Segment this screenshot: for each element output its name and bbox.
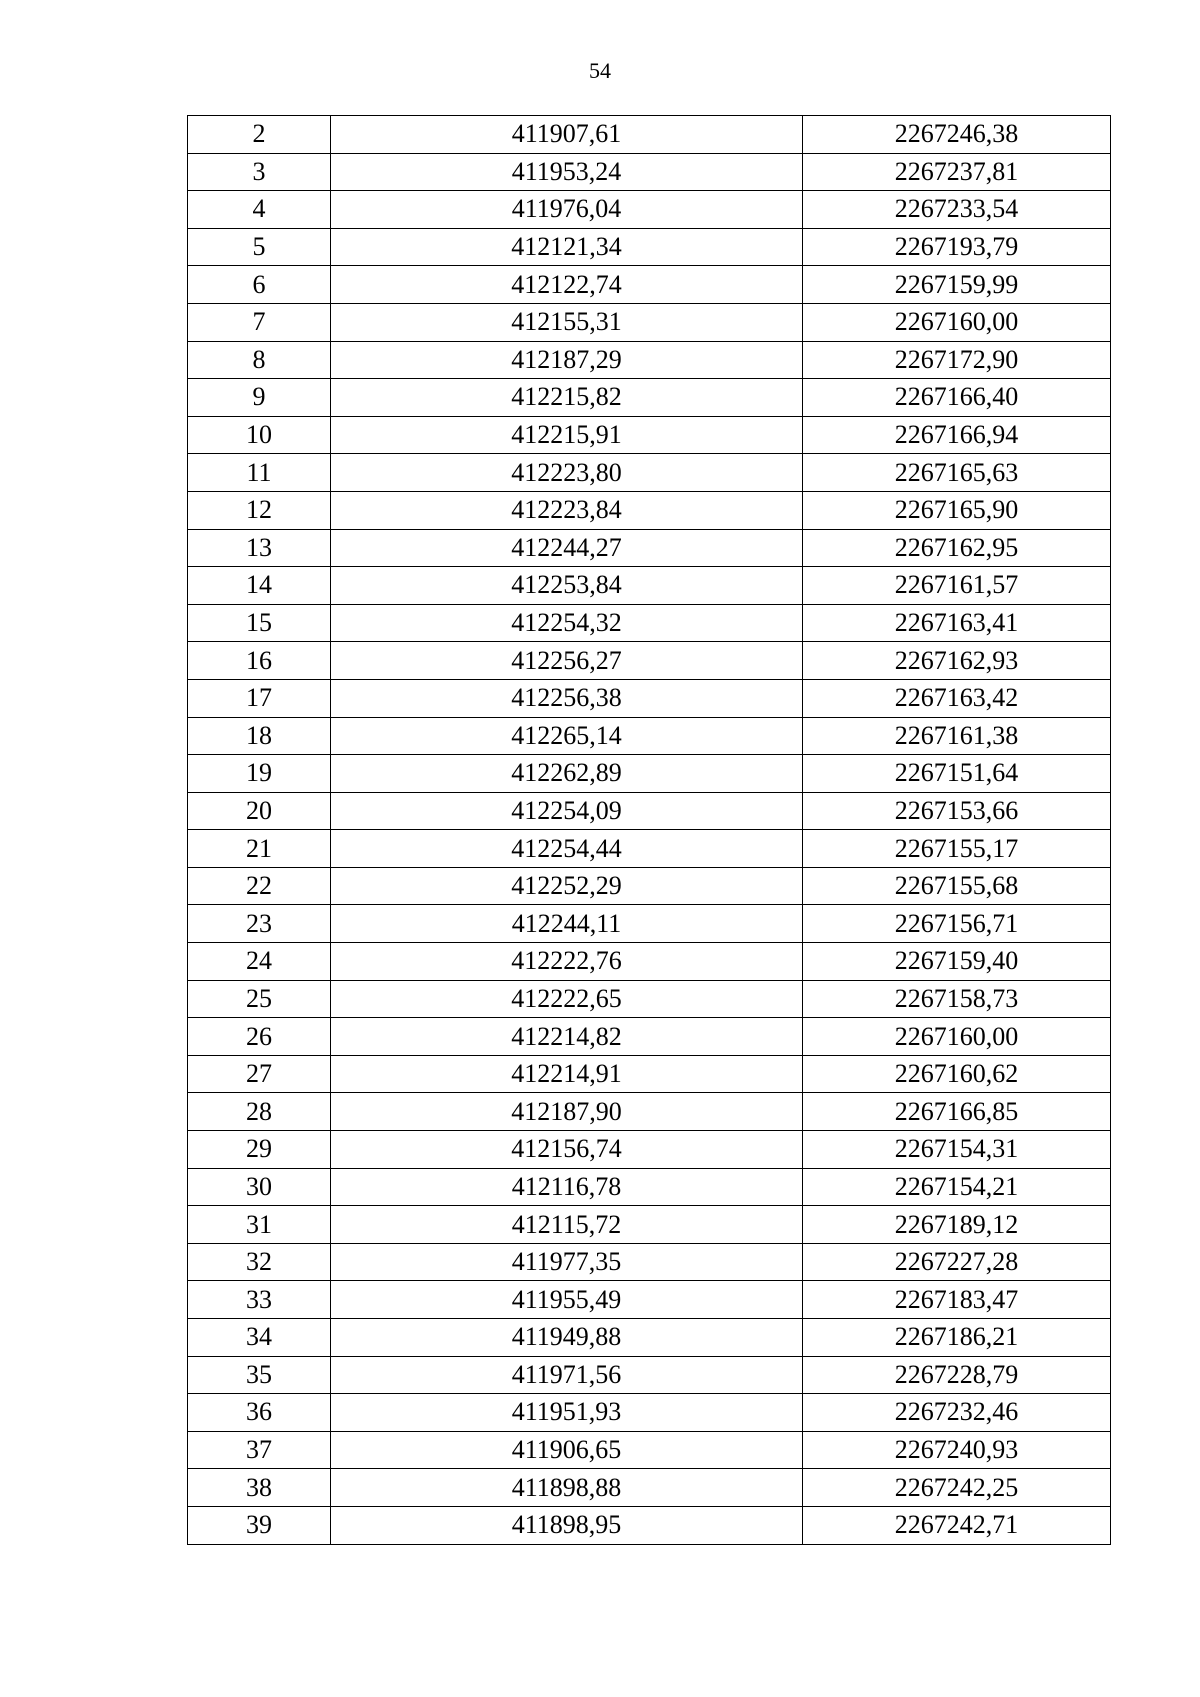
x-coordinate-cell: 412215,82: [331, 379, 803, 417]
x-coordinate-cell: 412256,38: [331, 679, 803, 717]
point-number-cell: 31: [188, 1206, 331, 1244]
x-coordinate-cell: 412254,32: [331, 604, 803, 642]
x-coordinate-cell: 412252,29: [331, 867, 803, 905]
y-coordinate-cell: 2267186,21: [803, 1319, 1111, 1357]
y-coordinate-cell: 2267160,00: [803, 1018, 1111, 1056]
point-number-cell: 8: [188, 341, 331, 379]
y-coordinate-cell: 2267189,12: [803, 1206, 1111, 1244]
x-coordinate-cell: 412115,72: [331, 1206, 803, 1244]
point-number-cell: 26: [188, 1018, 331, 1056]
table-row: [188, 980, 1111, 1018]
y-coordinate-cell: 2267159,99: [803, 266, 1111, 304]
x-coordinate-cell: 411906,65: [331, 1431, 803, 1469]
x-coordinate-cell: 412155,31: [331, 303, 803, 341]
point-number-cell: 9: [188, 379, 331, 417]
table-row: [188, 943, 1111, 981]
table-row: [188, 567, 1111, 605]
point-number-cell: 21: [188, 830, 331, 868]
y-coordinate-cell: 2267163,41: [803, 604, 1111, 642]
table-row: [188, 529, 1111, 567]
point-number-cell: 15: [188, 604, 331, 642]
table-row: [188, 266, 1111, 304]
x-coordinate-cell: 412253,84: [331, 567, 803, 605]
point-number-cell: 13: [188, 529, 331, 567]
y-coordinate-cell: 2267162,93: [803, 642, 1111, 680]
point-number-cell: 4: [188, 191, 331, 229]
x-coordinate-cell: 412222,76: [331, 943, 803, 981]
y-coordinate-cell: 2267155,68: [803, 867, 1111, 905]
x-coordinate-cell: 412265,14: [331, 717, 803, 755]
point-number-cell: 12: [188, 491, 331, 529]
x-coordinate-cell: 411977,35: [331, 1243, 803, 1281]
x-coordinate-cell: 412262,89: [331, 755, 803, 793]
y-coordinate-cell: 2267158,73: [803, 980, 1111, 1018]
y-coordinate-cell: 2267228,79: [803, 1356, 1111, 1394]
point-number-cell: 34: [188, 1319, 331, 1357]
table-row: [188, 1356, 1111, 1394]
table-row: [188, 379, 1111, 417]
x-coordinate-cell: 412122,74: [331, 266, 803, 304]
y-coordinate-cell: 2267159,40: [803, 943, 1111, 981]
table-row: [188, 755, 1111, 793]
point-number-cell: 37: [188, 1431, 331, 1469]
y-coordinate-cell: 2267246,38: [803, 116, 1111, 154]
y-coordinate-cell: 2267162,95: [803, 529, 1111, 567]
y-coordinate-cell: 2267165,63: [803, 454, 1111, 492]
point-number-cell: 23: [188, 905, 331, 943]
point-number-cell: 6: [188, 266, 331, 304]
table-row: [188, 1168, 1111, 1206]
table-row: [188, 454, 1111, 492]
table-row: [188, 642, 1111, 680]
point-number-cell: 19: [188, 755, 331, 793]
y-coordinate-cell: 2267240,93: [803, 1431, 1111, 1469]
table-row: [188, 604, 1111, 642]
point-number-cell: 30: [188, 1168, 331, 1206]
y-coordinate-cell: 2267183,47: [803, 1281, 1111, 1319]
table-row: [188, 303, 1111, 341]
point-number-cell: 17: [188, 679, 331, 717]
x-coordinate-cell: 412254,09: [331, 792, 803, 830]
table-row: [188, 867, 1111, 905]
table-row: [188, 1206, 1111, 1244]
y-coordinate-cell: 2267232,46: [803, 1394, 1111, 1432]
point-number-cell: 16: [188, 642, 331, 680]
point-number-cell: 38: [188, 1469, 331, 1507]
y-coordinate-cell: 2267172,90: [803, 341, 1111, 379]
point-number-cell: 32: [188, 1243, 331, 1281]
x-coordinate-cell: 412256,27: [331, 642, 803, 680]
point-number-cell: 20: [188, 792, 331, 830]
y-coordinate-cell: 2267166,94: [803, 416, 1111, 454]
point-number-cell: 11: [188, 454, 331, 492]
point-number-cell: 14: [188, 567, 331, 605]
x-coordinate-cell: 411949,88: [331, 1319, 803, 1357]
y-coordinate-cell: 2267242,25: [803, 1469, 1111, 1507]
table-row: [188, 416, 1111, 454]
x-coordinate-cell: 411971,56: [331, 1356, 803, 1394]
table-row: [188, 792, 1111, 830]
x-coordinate-cell: 411955,49: [331, 1281, 803, 1319]
point-number-cell: 5: [188, 228, 331, 266]
point-number-cell: 10: [188, 416, 331, 454]
point-number-cell: 27: [188, 1055, 331, 1093]
x-coordinate-cell: 411907,61: [331, 116, 803, 154]
x-coordinate-cell: 412156,74: [331, 1131, 803, 1169]
x-coordinate-cell: 412254,44: [331, 830, 803, 868]
y-coordinate-cell: 2267153,66: [803, 792, 1111, 830]
table-row: [188, 1243, 1111, 1281]
point-number-cell: 18: [188, 717, 331, 755]
table-row: [188, 905, 1111, 943]
y-coordinate-cell: 2267161,57: [803, 567, 1111, 605]
table-row: [188, 491, 1111, 529]
table-row: [188, 1394, 1111, 1432]
table-row: [188, 1055, 1111, 1093]
x-coordinate-cell: 412215,91: [331, 416, 803, 454]
x-coordinate-cell: 412244,11: [331, 905, 803, 943]
y-coordinate-cell: 2267154,31: [803, 1131, 1111, 1169]
point-number-cell: 35: [188, 1356, 331, 1394]
point-number-cell: 3: [188, 153, 331, 191]
table-row: [188, 1018, 1111, 1056]
table-row: [188, 153, 1111, 191]
y-coordinate-cell: 2267160,00: [803, 303, 1111, 341]
point-number-cell: 24: [188, 943, 331, 981]
table-row: [188, 341, 1111, 379]
y-coordinate-cell: 2267160,62: [803, 1055, 1111, 1093]
table-row: [188, 679, 1111, 717]
x-coordinate-cell: 411951,93: [331, 1394, 803, 1432]
table-row: [188, 1469, 1111, 1507]
y-coordinate-cell: 2267161,38: [803, 717, 1111, 755]
y-coordinate-cell: 2267151,64: [803, 755, 1111, 793]
y-coordinate-cell: 2267166,40: [803, 379, 1111, 417]
table-row: [188, 1319, 1111, 1357]
x-coordinate-cell: 412214,91: [331, 1055, 803, 1093]
table-row: [188, 717, 1111, 755]
point-number-cell: 25: [188, 980, 331, 1018]
x-coordinate-cell: 412187,29: [331, 341, 803, 379]
point-number-cell: 2: [188, 116, 331, 154]
y-coordinate-cell: 2267193,79: [803, 228, 1111, 266]
point-number-cell: 22: [188, 867, 331, 905]
x-coordinate-cell: 412222,65: [331, 980, 803, 1018]
y-coordinate-cell: 2267166,85: [803, 1093, 1111, 1131]
y-coordinate-cell: 2267163,42: [803, 679, 1111, 717]
point-number-cell: 28: [188, 1093, 331, 1131]
x-coordinate-cell: 411898,88: [331, 1469, 803, 1507]
table-row: [188, 116, 1111, 154]
y-coordinate-cell: 2267227,28: [803, 1243, 1111, 1281]
x-coordinate-cell: 412223,80: [331, 454, 803, 492]
table-row: [188, 1131, 1111, 1169]
y-coordinate-cell: 2267154,21: [803, 1168, 1111, 1206]
x-coordinate-cell: 412214,82: [331, 1018, 803, 1056]
table-row: [188, 1506, 1111, 1544]
point-number-cell: 39: [188, 1506, 331, 1544]
table-row: [188, 1431, 1111, 1469]
x-coordinate-cell: 411953,24: [331, 153, 803, 191]
table-row: [188, 830, 1111, 868]
coordinates-table: [187, 115, 1111, 1545]
point-number-cell: 36: [188, 1394, 331, 1432]
y-coordinate-cell: 2267237,81: [803, 153, 1111, 191]
point-number-cell: 33: [188, 1281, 331, 1319]
point-number-cell: 7: [188, 303, 331, 341]
page-number: 54: [589, 58, 611, 83]
y-coordinate-cell: 2267156,71: [803, 905, 1111, 943]
table-row: [188, 191, 1111, 229]
x-coordinate-cell: 412187,90: [331, 1093, 803, 1131]
coordinates-table-body: [188, 116, 1111, 1545]
x-coordinate-cell: 411976,04: [331, 191, 803, 229]
table-row: [188, 1093, 1111, 1131]
y-coordinate-cell: 2267242,71: [803, 1506, 1111, 1544]
x-coordinate-cell: 412223,84: [331, 491, 803, 529]
y-coordinate-cell: 2267165,90: [803, 491, 1111, 529]
point-number-cell: 29: [188, 1131, 331, 1169]
y-coordinate-cell: 2267155,17: [803, 830, 1111, 868]
x-coordinate-cell: 412116,78: [331, 1168, 803, 1206]
table-row: [188, 228, 1111, 266]
x-coordinate-cell: 412121,34: [331, 228, 803, 266]
x-coordinate-cell: 412244,27: [331, 529, 803, 567]
y-coordinate-cell: 2267233,54: [803, 191, 1111, 229]
x-coordinate-cell: 411898,95: [331, 1506, 803, 1544]
table-row: [188, 1281, 1111, 1319]
